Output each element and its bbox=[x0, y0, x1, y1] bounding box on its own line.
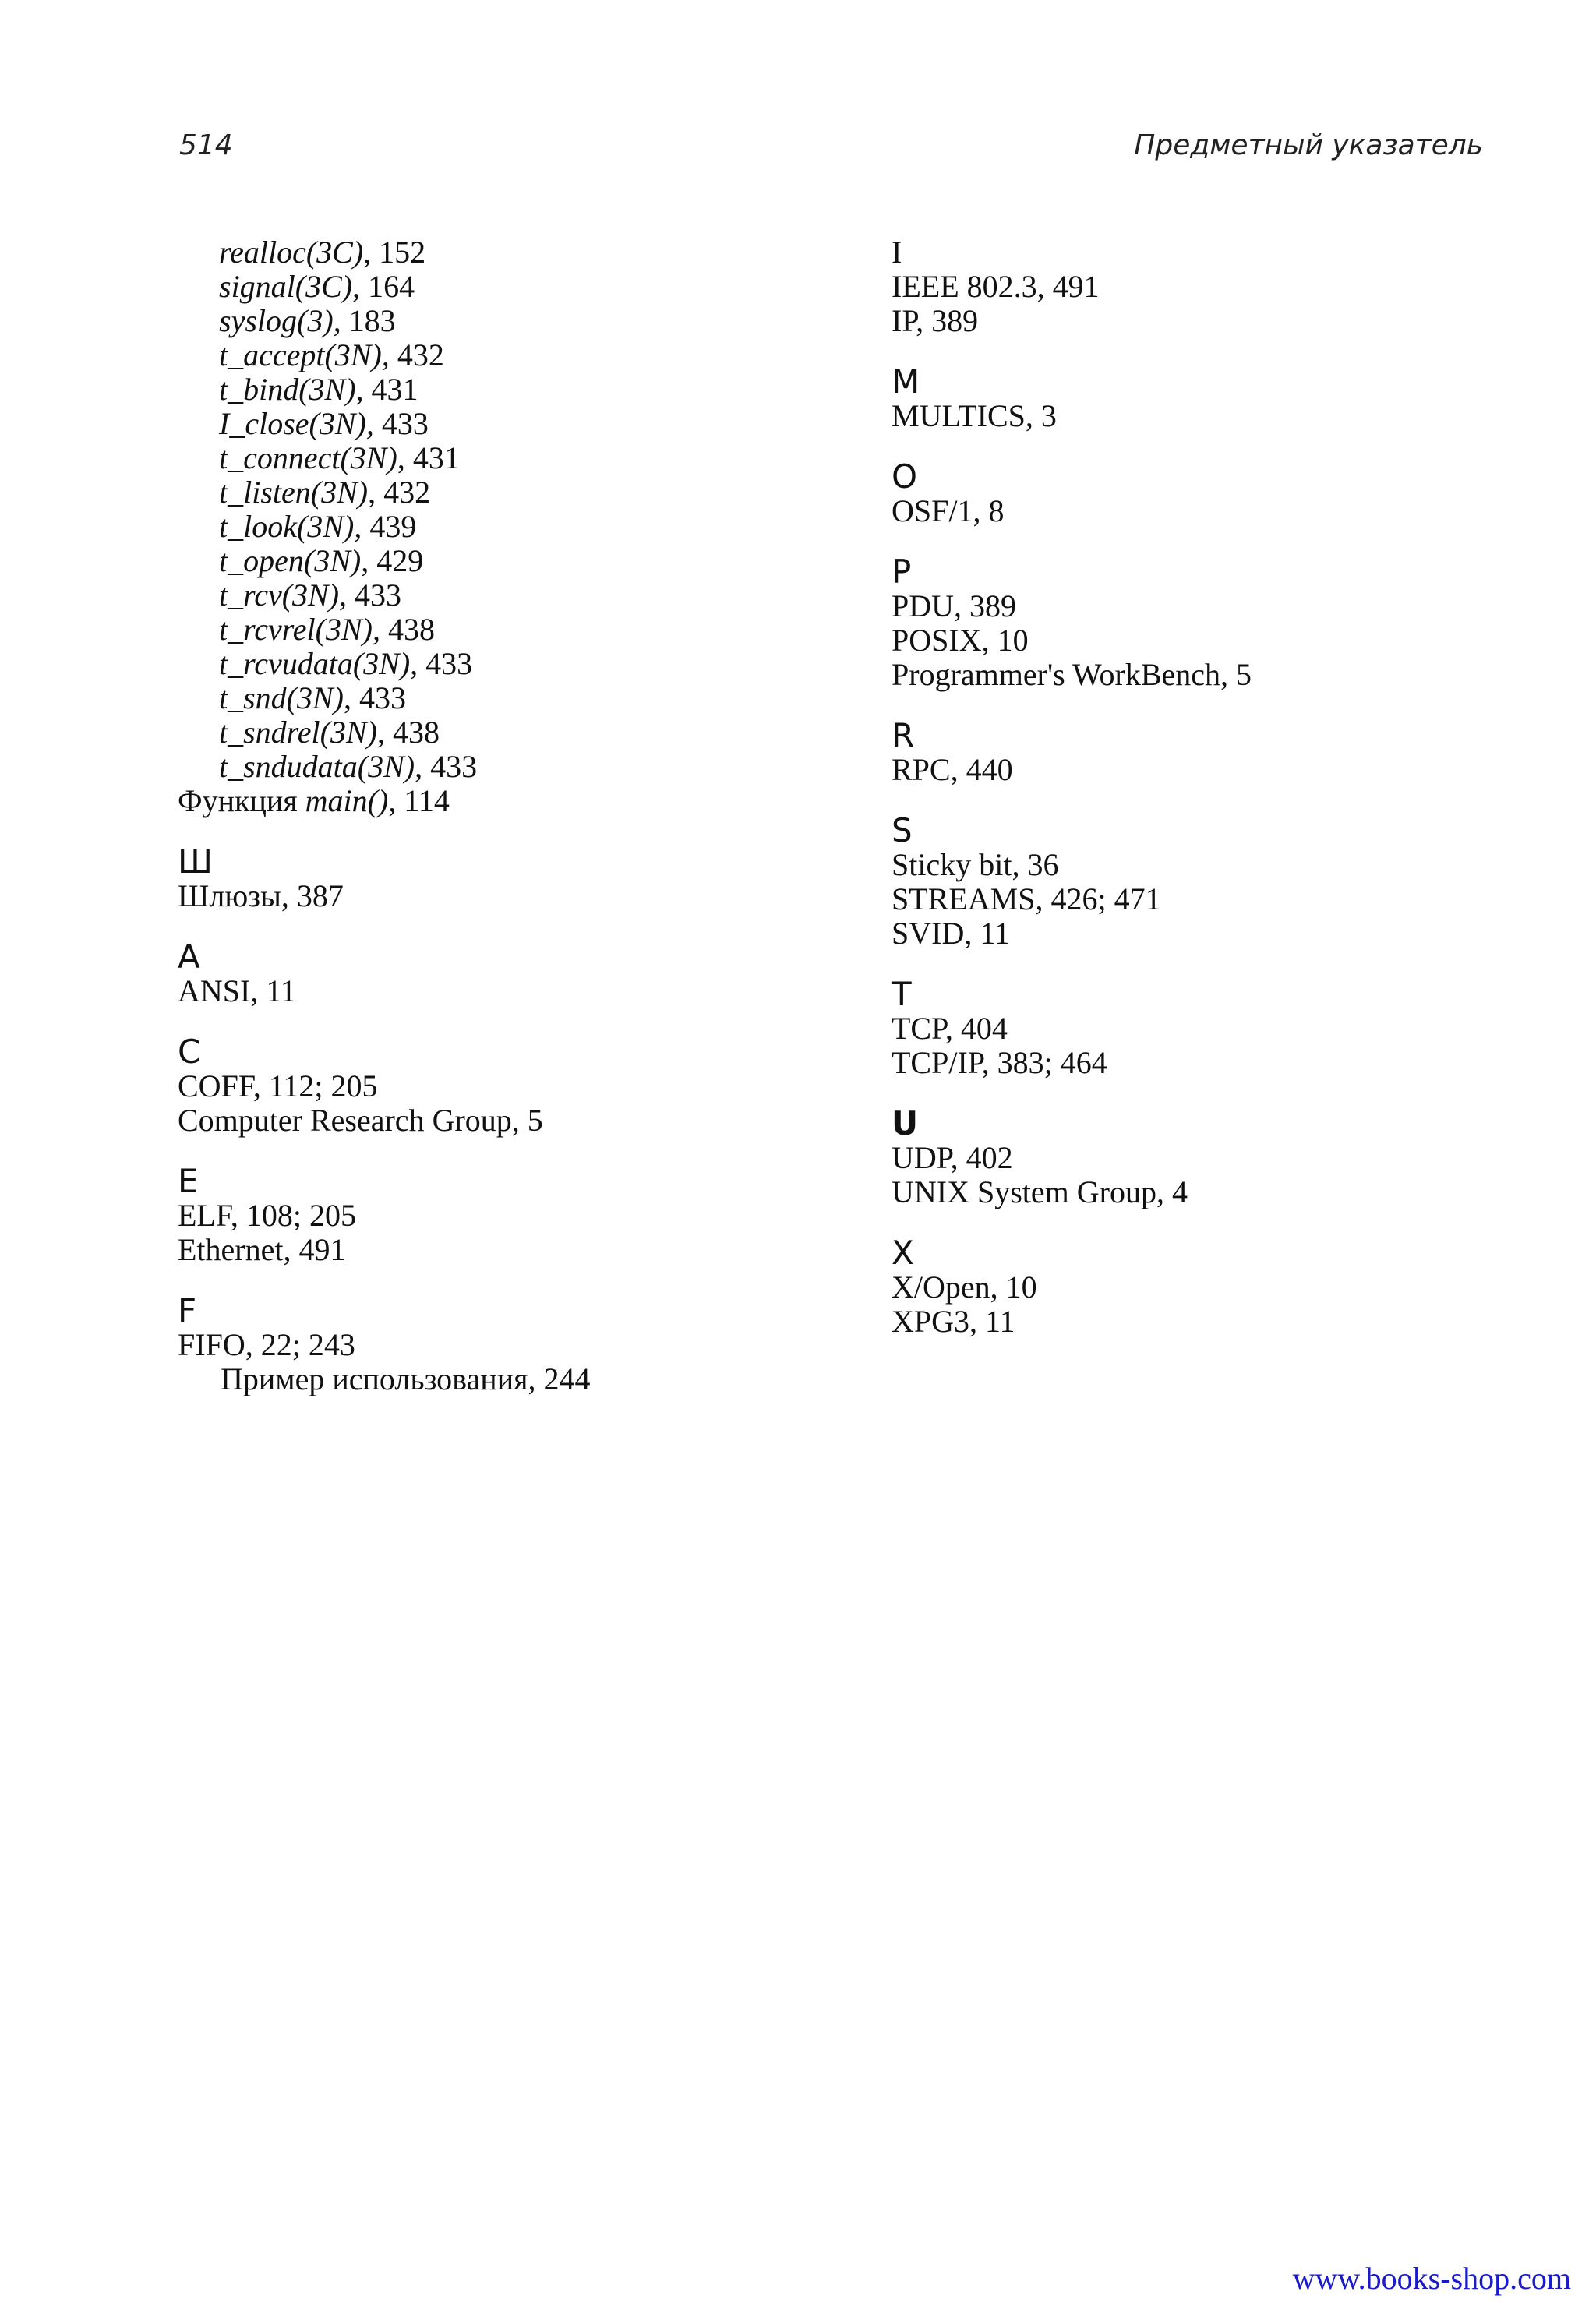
section-letter-sha: Ш bbox=[178, 842, 213, 881]
entry-prefix: Функция bbox=[178, 783, 305, 818]
section-letter-x: X bbox=[892, 1234, 914, 1272]
index-entry: POSIX, 10 bbox=[892, 623, 1029, 658]
index-entry: TCP/IP, 383; 464 bbox=[892, 1045, 1107, 1080]
entry-pages: , 432 bbox=[368, 475, 431, 510]
entry-pages: 183 bbox=[341, 303, 396, 338]
index-entry bbox=[219, 270, 863, 304]
index-entry: UNIX System Group, 4 bbox=[892, 1174, 1188, 1209]
index-entry bbox=[219, 304, 863, 338]
footer-website-link[interactable]: www.books-shop.com bbox=[1292, 2261, 1571, 2296]
entry-term: signal(3C) bbox=[219, 269, 353, 304]
index-entry-main-function bbox=[178, 784, 863, 818]
index-entry: OSF/1, 8 bbox=[892, 493, 1005, 528]
page-number: 514 bbox=[179, 129, 233, 161]
section-letter-u: U bbox=[892, 1104, 919, 1142]
index-entry: IP, 389 bbox=[892, 303, 979, 338]
entry-term: main() bbox=[305, 783, 389, 818]
index-entry bbox=[219, 544, 863, 578]
entry-term: t_sndudata(3N) bbox=[219, 749, 415, 784]
entry-pages: , 152 bbox=[363, 235, 426, 270]
entry-pages: 439 bbox=[362, 509, 417, 544]
index-entry: IEEE 802.3, 491 bbox=[892, 269, 1100, 304]
entry-term: t_look(3N), bbox=[219, 509, 362, 544]
index-entry: Шлюзы, 387 bbox=[178, 878, 344, 913]
index-entry: Ethernet, 491 bbox=[178, 1232, 346, 1267]
running-title: Предметный указатель bbox=[1134, 129, 1483, 161]
entry-pages: , 431 bbox=[397, 440, 460, 475]
index-entry bbox=[219, 441, 863, 475]
index-entry: Computer Research Group, 5 bbox=[178, 1103, 543, 1138]
index-left-column bbox=[178, 235, 863, 1396]
index-entry: XPG3, 11 bbox=[892, 1304, 1015, 1339]
index-entry bbox=[219, 647, 863, 681]
index-entry bbox=[219, 407, 863, 441]
index-entry: RPC, 440 bbox=[892, 752, 1013, 787]
entry-pages: , 431 bbox=[355, 372, 418, 407]
section-letter-s: S bbox=[892, 811, 913, 849]
entry-term: t_rcvudata(3N) bbox=[219, 646, 411, 681]
section-letter-c: C bbox=[178, 1033, 201, 1071]
entry-pages: 433 bbox=[373, 406, 429, 441]
entry-pages: 432 bbox=[389, 337, 444, 372]
entry-term: t_listen(3N) bbox=[219, 475, 369, 510]
index-entry: ANSI, 11 bbox=[178, 973, 296, 1008]
entry-term: t_rcvrel(3N), bbox=[219, 612, 380, 647]
index-entry: PDU, 389 bbox=[892, 588, 1017, 623]
entry-term: syslog(3), bbox=[219, 303, 341, 338]
section-letter-f: F bbox=[178, 1291, 197, 1329]
index-entry: FIFO, 22; 243 bbox=[178, 1327, 355, 1362]
section-letter-m: M bbox=[892, 362, 920, 401]
index-entry: UDP, 402 bbox=[892, 1140, 1013, 1175]
index-entry bbox=[219, 578, 863, 613]
entry-term: t_bind(3N) bbox=[219, 372, 356, 407]
index-entry: ELF, 108; 205 bbox=[178, 1198, 357, 1233]
entry-term: t_connect(3N) bbox=[219, 440, 397, 475]
entry-pages: 433 bbox=[347, 577, 402, 613]
entry-pages: , 438 bbox=[376, 715, 440, 750]
entry-pages: , 429 bbox=[361, 543, 424, 578]
index-entry bbox=[219, 510, 863, 544]
entry-pages: , 433 bbox=[415, 749, 478, 784]
entry-term: t_snd(3N) bbox=[219, 680, 344, 715]
section-letter-e: E bbox=[178, 1162, 199, 1200]
entry-term: realloc(3C) bbox=[219, 235, 364, 270]
entry-term: t_open(3N) bbox=[219, 543, 362, 578]
section-letter-i: I bbox=[892, 235, 902, 270]
index-entry bbox=[219, 681, 863, 715]
section-letter-p: P bbox=[892, 553, 912, 591]
entry-pages: , 164 bbox=[352, 269, 415, 304]
entry-pages: 438 bbox=[380, 612, 435, 647]
index-entry bbox=[219, 613, 863, 647]
index-entry bbox=[219, 235, 863, 270]
index-entry bbox=[219, 750, 863, 784]
index-sub-entry: Пример использования, 244 bbox=[221, 1361, 591, 1396]
section-letter-a: A bbox=[178, 937, 200, 976]
index-entry bbox=[219, 372, 863, 407]
section-letter-t: T bbox=[892, 975, 912, 1013]
section-letter-o: O bbox=[892, 457, 918, 496]
index-entry: Sticky bit, 36 bbox=[892, 847, 1059, 882]
index-entry bbox=[219, 338, 863, 372]
index-entry: X/Open, 10 bbox=[892, 1269, 1037, 1305]
index-entry: COFF, 112; 205 bbox=[178, 1068, 378, 1103]
index-right-column bbox=[892, 235, 1531, 1339]
entry-term: t_sndrel(3N) bbox=[219, 715, 377, 750]
index-entry: SVID, 11 bbox=[892, 916, 1010, 951]
index-entry: Programmer's WorkBench, 5 bbox=[892, 657, 1252, 692]
entry-pages: , 433 bbox=[410, 646, 473, 681]
function-entry-list bbox=[178, 235, 863, 784]
entry-term: I_close(3N), bbox=[219, 406, 374, 441]
index-entry: STREAMS, 426; 471 bbox=[892, 881, 1161, 916]
entry-term: t_rcv(3N), bbox=[219, 577, 348, 613]
index-entry: TCP, 404 bbox=[892, 1011, 1008, 1046]
index-entry bbox=[219, 475, 863, 510]
entry-term: t_accept(3N), bbox=[219, 337, 390, 372]
section-letter-r: R bbox=[892, 716, 915, 754]
page-header bbox=[0, 129, 1596, 176]
index-entry bbox=[219, 715, 863, 750]
index-entry: MULTICS, 3 bbox=[892, 398, 1057, 433]
entry-pages: , 114 bbox=[388, 783, 450, 818]
entry-pages: , 433 bbox=[344, 680, 406, 715]
